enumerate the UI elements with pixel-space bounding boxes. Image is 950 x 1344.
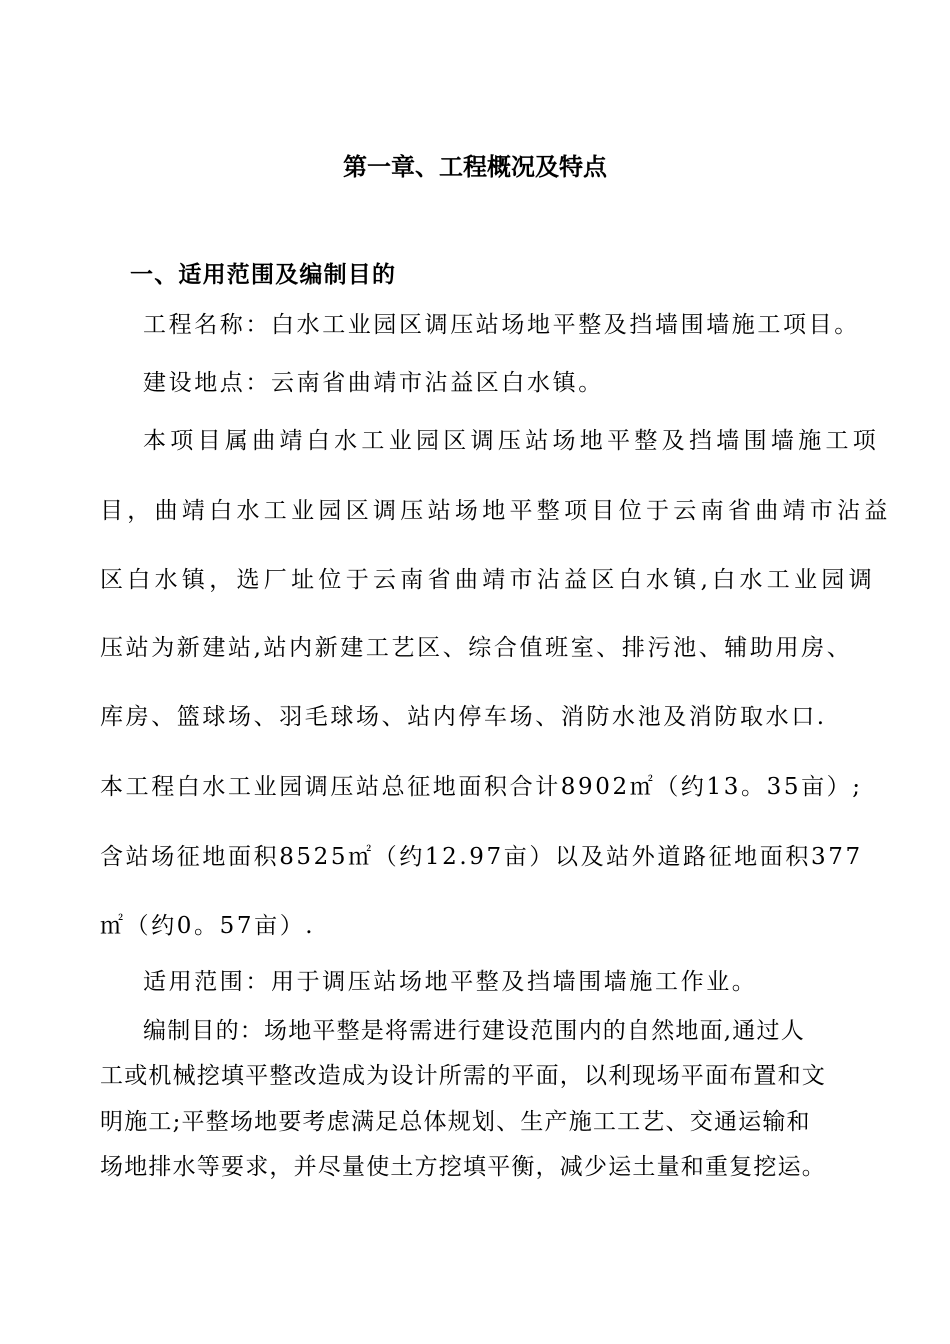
paragraph-line: 本工程白水工业园调压站总征地面积合计8902㎡（约13。35亩）; <box>100 774 863 800</box>
section-heading: 一、适用范围及编制目的 <box>130 262 397 288</box>
paragraph-line: 适用范围：用于调压站场地平整及挡墙围墙施工作业。 <box>143 969 758 995</box>
paragraph-line: 区白水镇，选厂址位于云南省曲靖市沾益区白水镇,白水工业园调 <box>100 567 877 593</box>
paragraph-line: 压站为新建站,站内新建工艺区、综合值班室、排污池、辅助用房、 <box>100 635 853 661</box>
paragraph-line: 工程名称：白水工业园区调压站场地平整及挡墙围墙施工项目。 <box>143 312 860 338</box>
paragraph-line: 目，曲靖白水工业园区调压站场地平整项目位于云南省曲靖市沾益 <box>100 498 892 524</box>
paragraph-line: 编制目的：场地平整是将需进行建设范围内的自然地面,通过人 <box>143 1018 805 1044</box>
chapter-title: 第一章、工程概况及特点 <box>343 153 607 181</box>
paragraph-line: 库房、篮球场、羽毛球场、站内停车场、消防水池及消防取水口. <box>100 704 827 730</box>
paragraph-line: 含站场征地面积8525㎡（约12.97亩）以及站外道路征地面积377 <box>100 844 863 870</box>
paragraph-line: 工或机械挖填平整改造成为设计所需的平面，以利现场平面布置和文 <box>100 1063 826 1089</box>
paragraph-line: 本项目属曲靖白水工业园区调压站场地平整及挡墙围墙施工项 <box>143 428 881 454</box>
paragraph-line: ㎡（约0。57亩）. <box>100 913 316 939</box>
paragraph-line: 明施工;平整场地要考虑满足总体规划、生产施工工艺、交通运输和 <box>100 1109 811 1135</box>
paragraph-line: 建设地点：云南省曲靖市沾益区白水镇。 <box>143 370 604 396</box>
paragraph-line: 场地排水等要求，并尽量使土方挖填平衡，减少运土量和重复挖运。 <box>100 1154 826 1180</box>
